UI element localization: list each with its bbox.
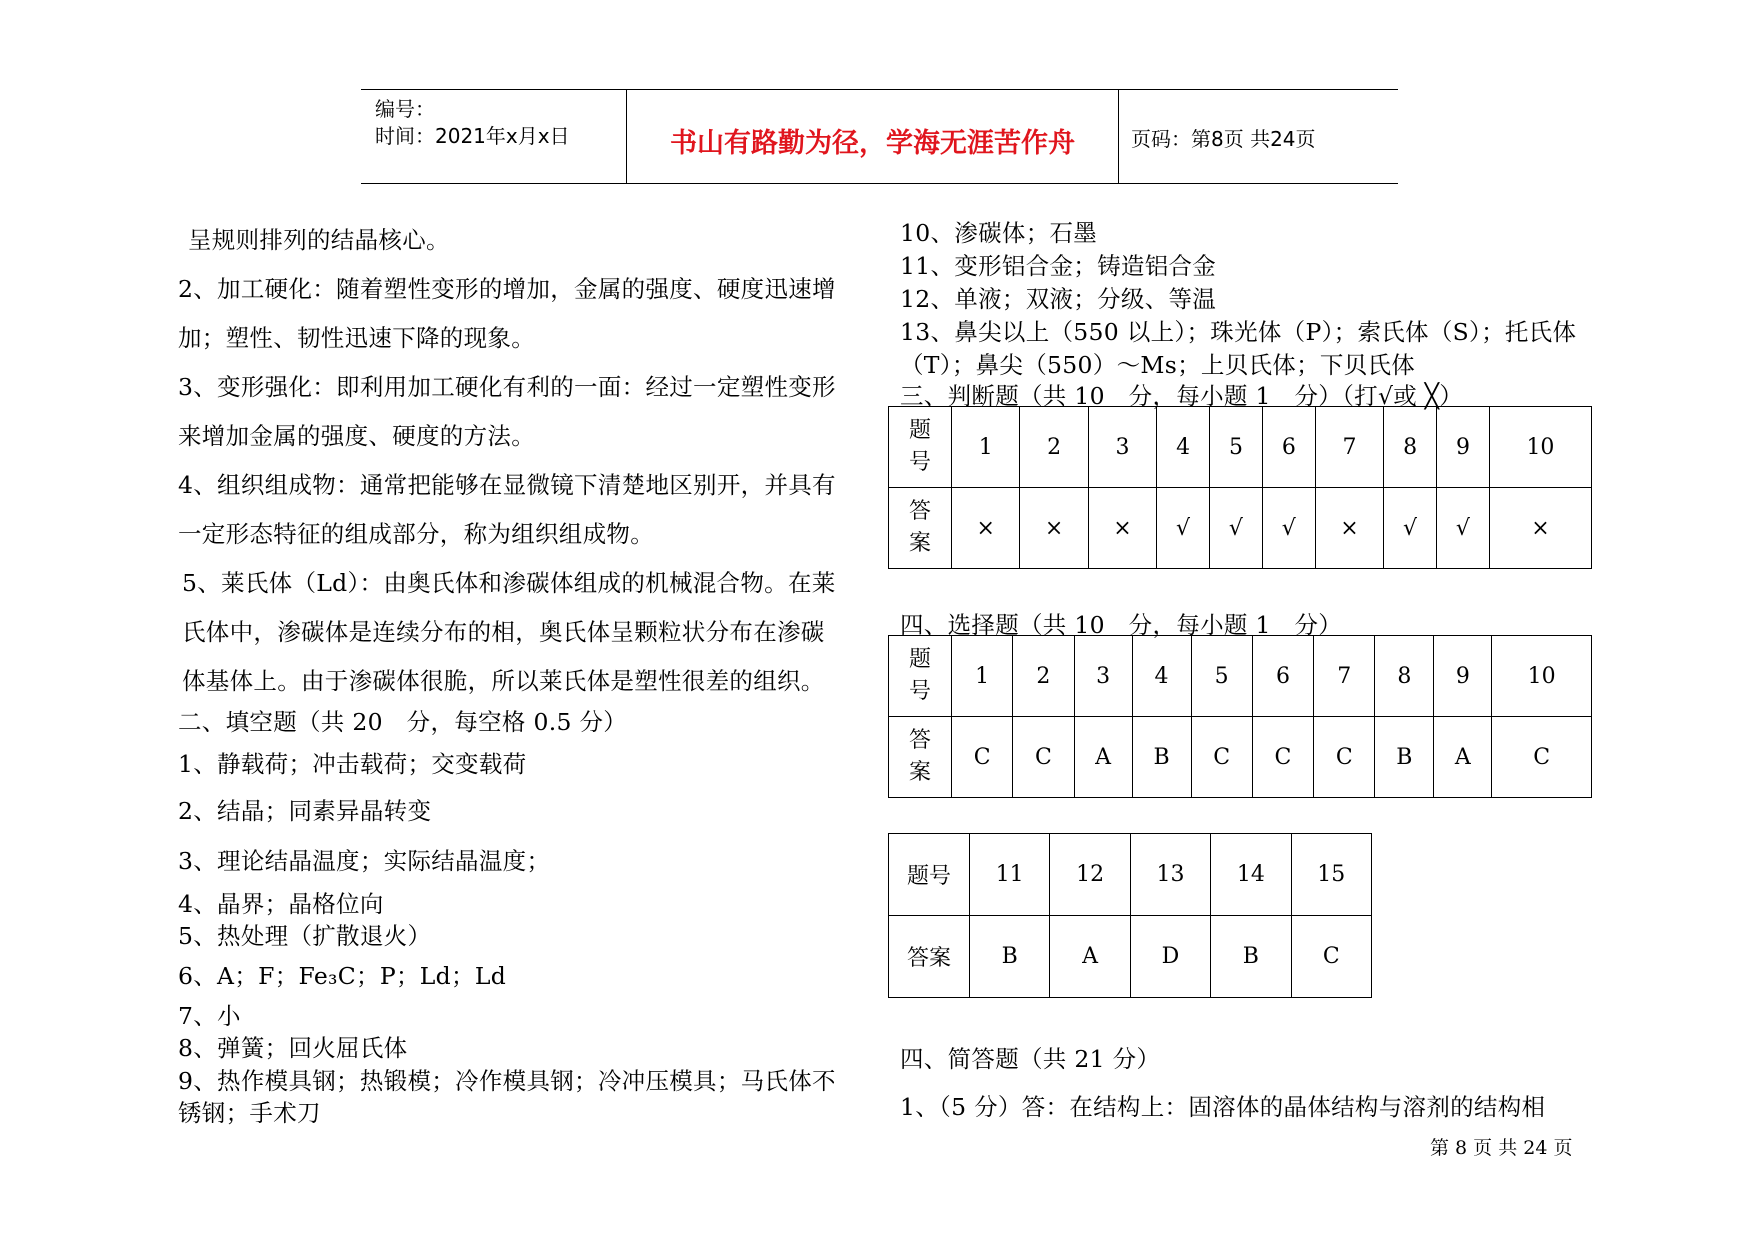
table-cell: A <box>1074 717 1132 798</box>
table-cell: √ <box>1210 488 1263 569</box>
table-cell: 4 <box>1132 636 1191 717</box>
text-line: 9、热作模具钢；热锻模；冷作模具钢；冷冲压模具；马氏体不 <box>178 1067 836 1095</box>
table-cell: 10 <box>1492 636 1592 717</box>
table-cell: 6 <box>1262 407 1315 488</box>
table-cell: 14 <box>1211 834 1291 916</box>
header-page-cell <box>1119 90 1398 183</box>
text-line: 呈规则排列的结晶核心。 <box>188 226 450 254</box>
text-line: 2、加工硬化：随着塑性变形的增加，金属的强度、硬度迅速增 <box>178 275 836 303</box>
text-line: 5、热处理（扩散退火） <box>178 922 432 950</box>
table-cell: √ <box>1262 488 1315 569</box>
answer-label-cell: 答案 <box>889 916 970 998</box>
text-line: 2、结晶；同素异晶转变 <box>178 797 432 825</box>
table-cell: × <box>1489 488 1591 569</box>
text-line: 12、单液；双液；分级、等温 <box>900 285 1217 313</box>
table-cell: 1 <box>952 407 1020 488</box>
section-heading: 四、简答题（共 21 分） <box>900 1045 1161 1073</box>
doc-number-label: 编号： <box>375 97 435 121</box>
choice-answer-table-2 <box>888 833 1372 998</box>
table-cell: C <box>952 717 1013 798</box>
table-cell: 2 <box>1020 407 1088 488</box>
table-cell: 5 <box>1191 636 1252 717</box>
table-cell: A <box>1050 916 1130 998</box>
table-cell: 7 <box>1314 636 1375 717</box>
question-label-cell <box>889 407 952 488</box>
text-line: 5、莱氏体（Ld）：由奥氏体和渗碳体组成的机械混合物。在莱 <box>182 569 836 597</box>
table-cell: √ <box>1437 488 1490 569</box>
table-cell: 11 <box>970 834 1050 916</box>
page-footer: 第 8 页 共 24 页 <box>1430 1137 1573 1159</box>
question-label-cell: 题号 <box>889 834 970 916</box>
table-row <box>889 488 1592 569</box>
table-cell: D <box>1130 916 1210 998</box>
text-line: 8、弹簧；回火屈氏体 <box>178 1034 408 1062</box>
section-heading: 二、填空题（共 20 分，每空格 0.5 分） <box>178 708 628 736</box>
table-cell: B <box>1375 717 1434 798</box>
table-cell: 12 <box>1050 834 1130 916</box>
table-row <box>889 407 1592 488</box>
text-line: 4、组织组成物：通常把能够在显微镜下清楚地区别开，并具有 <box>178 471 836 499</box>
table-cell: C <box>1291 916 1371 998</box>
table-cell: 2 <box>1013 636 1074 717</box>
text-line: 体基体上。由于渗碳体很脆，所以莱氏体是塑性很差的组织。 <box>182 667 825 695</box>
table-cell: C <box>1252 717 1313 798</box>
table-cell: 5 <box>1210 407 1263 488</box>
table-cell: 9 <box>1437 407 1490 488</box>
text-line: 3、变形强化：即利用加工硬化有利的一面：经过一定塑性变形 <box>178 373 836 401</box>
table-row <box>889 717 1592 798</box>
table-cell: C <box>1314 717 1375 798</box>
table-cell: √ <box>1384 488 1437 569</box>
table-cell: 4 <box>1157 407 1210 488</box>
text-line: 1、（5 分）答：在结构上：固溶体的晶体结构与溶剂的结构相 <box>900 1093 1546 1121</box>
answer-label-cell <box>889 488 952 569</box>
text-line: 一定形态特征的组成部分，称为组织组成物。 <box>178 520 654 548</box>
table-cell: 7 <box>1315 407 1383 488</box>
section-heading: 四、选择题（共 10 分，每小题 1 分） <box>900 611 1343 639</box>
table-cell: 9 <box>1434 636 1492 717</box>
table-cell: 1 <box>952 636 1013 717</box>
text-line: 锈钢；手术刀 <box>178 1099 321 1127</box>
text-line: 氏体中，渗碳体是连续分布的相，奥氏体呈颗粒状分布在渗碳 <box>182 618 825 646</box>
table-row <box>889 834 1372 916</box>
section-heading: 三、判断题（共 10 分，每小题 1 分）（打√或 ╳） <box>900 382 1464 410</box>
answer-label-cell <box>889 717 952 798</box>
table-cell: B <box>970 916 1050 998</box>
table-cell: × <box>952 488 1020 569</box>
table-cell: 8 <box>1375 636 1434 717</box>
header-motto-cell <box>627 90 1119 183</box>
cell-text: 答案 <box>908 499 931 556</box>
table-row <box>889 636 1592 717</box>
question-label-cell <box>889 636 952 717</box>
text-line: 10、渗碳体；石墨 <box>900 219 1098 247</box>
text-line: 7、小 <box>178 1002 241 1030</box>
judge-answer-table <box>888 406 1592 569</box>
text-line: （T）；鼻尖（550）～Ms；上贝氏体；下贝氏体 <box>900 351 1416 379</box>
cell-text: 题号 <box>908 647 931 704</box>
motto: 书山有路勤为径，学海无涯苦作舟 <box>670 128 1075 159</box>
table-row <box>889 916 1372 998</box>
text-line: 加；塑性、韧性迅速下降的现象。 <box>178 324 535 352</box>
table-cell: C <box>1191 717 1252 798</box>
table-cell: 8 <box>1384 407 1437 488</box>
text-line: 1、静载荷；冲击载荷；交变载荷 <box>178 750 527 778</box>
table-cell: B <box>1211 916 1291 998</box>
text-line: 13、鼻尖以上（550 以上）；珠光体（P）；索氏体（S）；托氏体 <box>900 318 1577 346</box>
table-cell: × <box>1315 488 1383 569</box>
doc-date: 时间：2021年x月x日 <box>375 124 570 148</box>
page-number: 页码：第8页 共24页 <box>1131 127 1316 151</box>
table-cell: 3 <box>1088 407 1156 488</box>
text-line: 来增加金属的强度、硬度的方法。 <box>178 422 535 450</box>
table-cell: × <box>1088 488 1156 569</box>
text-line: 11、变形铝合金；铸造铝合金 <box>900 252 1217 280</box>
text-line: 3、理论结晶温度；实际结晶温度； <box>178 847 551 875</box>
table-cell: 15 <box>1291 834 1371 916</box>
table-cell: 6 <box>1252 636 1313 717</box>
table-cell: 10 <box>1489 407 1591 488</box>
cell-text: 题号 <box>908 418 931 475</box>
cell-text: 答案 <box>908 728 931 785</box>
table-cell: C <box>1013 717 1074 798</box>
table-cell: A <box>1434 717 1492 798</box>
table-cell: × <box>1020 488 1088 569</box>
table-cell: √ <box>1157 488 1210 569</box>
table-cell: C <box>1492 717 1592 798</box>
header-left-cell <box>361 90 627 183</box>
text-line: 6、A；F；Fe₃C；P；Ld；Ld <box>178 962 507 990</box>
table-cell: B <box>1132 717 1191 798</box>
choice-answer-table <box>888 635 1592 798</box>
table-cell: 13 <box>1130 834 1210 916</box>
page-header <box>361 89 1398 184</box>
text-line: 4、晶界；晶格位向 <box>178 890 384 918</box>
table-cell: 3 <box>1074 636 1132 717</box>
